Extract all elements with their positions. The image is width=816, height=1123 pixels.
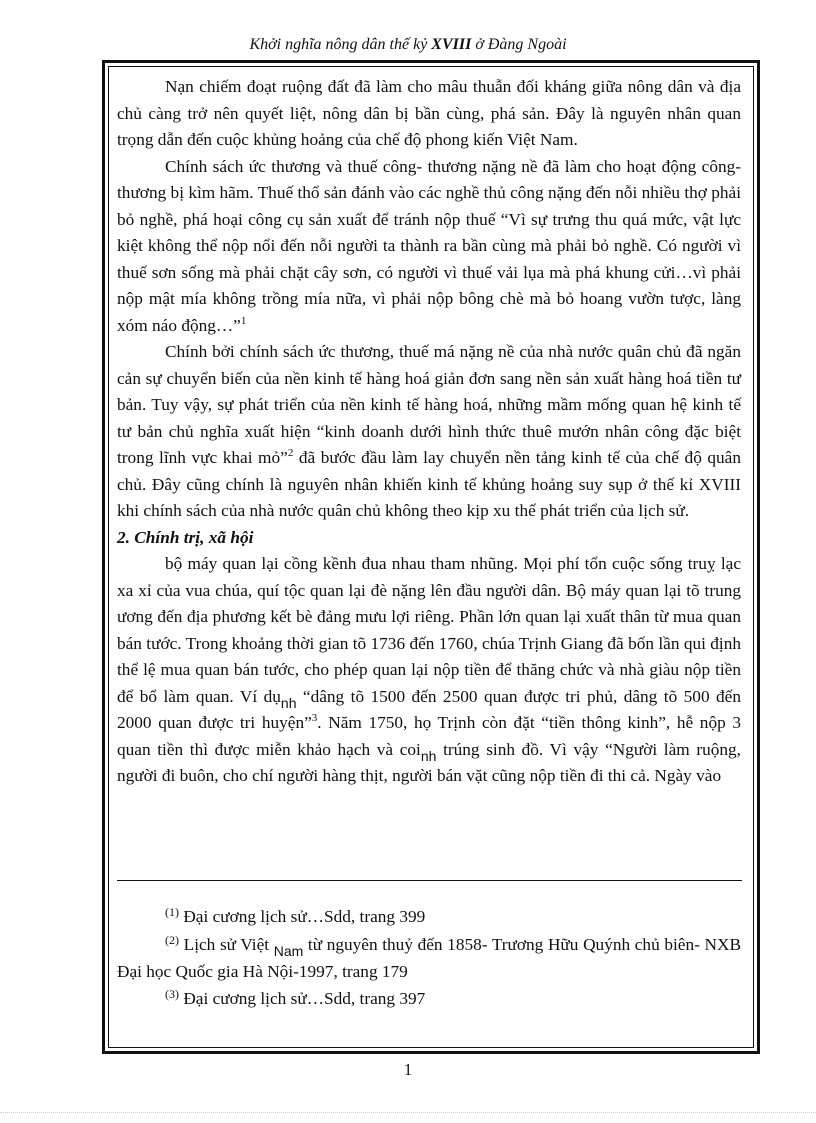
stray-glyph: nh [280, 694, 297, 711]
paragraph: Nạn chiếm đoạt ruộng đất đã làm cho mâu thuẫn đối kháng giữa nông dân và địa chủ càng trở nên quyết liệt, nông dân bị bần cùng, phá sản. Đây là nguyên nhân quan trọng dẫn đến cuộc khủng hoảng của chế độ phong kiến Việt Nam. [117, 77, 741, 149]
section-heading: 2. Chính trị, xã hội [117, 527, 254, 547]
footnote-ref: 3 [311, 712, 318, 725]
stray-glyph: Nam [273, 942, 304, 959]
footnote: $^{(3)}$ Đại cương lịch sử…Sdd, trang 397 [165, 986, 426, 1008]
footnote-ref: 1 [240, 314, 247, 327]
page-header [0, 36, 816, 54]
paragraph: Chính bởi chính sách ức thương, thuế má nặng nề của nhà nước quân chủ đã ngăn cản sự chuyển biến của nền kinh tế hàng hoá giản đơn sang nền sản xuất hàng hoá tiền tư bản. Tuy vậy, sự phát triển của nền kinh tế hàng hoá, những mầm mống quan hệ kinh tế tư bản chủ nghĩa xuất hiện “kinh doanh dưới hình thức thuê mướn nhân công đặc biệt trong lĩnh vực khai mỏ”$^2$ đã bước đầu làm lay chuyển nền tảng kinh tế của chế độ quân chủ. Đây cũng chính là nguyên nhân khiến kinh tế khủng hoảng suy sụp ở thế kỉ XVIII khi chính sách của nhà nước quân chủ không theo kịp xu thế phát triển của lịch sử. [117, 342, 741, 520]
page-edge [0, 1112, 816, 1113]
paragraph: Chính sách ức thương và thuế công- thương nặng nề đã làm cho hoạt động công- thương bị kìm hãm. Thuế thổ sản đánh vào các nghề thủ công nặng đến nỗi nhiều thợ phải bỏ nghề, phá hoại công cụ sản xuất để tránh nộp thuế “Vì sự trưng thu quá mức, vật lực kiệt không thể nộp nổi đến nỗi người ta thành ra bần cùng mà phải bỏ nghề. Có người vì thuế sơn sống mà phải chặt cây sơn, có người vì thuế vải lụa mà phá khung cửi…vì phải nộp mật mía không trồng mía nữa, vì phải nộp bông chè mà bỏ hoang vườn tược, làng xóm náo động…”$^1$ [117, 156, 741, 335]
document-body [117, 74, 741, 790]
stray-glyph: nh [420, 747, 437, 764]
footnote-separator [117, 880, 742, 881]
paragraph: bộ máy quan lại cồng kềnh đua nhau tham nhũng. Mọi phí tổn cuộc sống truỵ lạc xa xỉ của vua chúa, quí tộc quan lại đè nặng lên đầu người dân. Bộ máy quan lại tõ trung ương đến địa phương kết bè đảng mưu lợi riêng. Phần lớn quan lại xuất thân từ mua quan bán tước. Trong khoảng thời gian tõ 1736 đến 1760, chúa Trịnh Giang đã bốn lần qui định thể lệ mua quan bán tước, cho phép quan lại nộp tiền để thăng chức và nhà giàu nộp tiền để bổ làm quan. Ví dụ$_{nh}$ “dâng tõ 1500 đến 2500 quan được tri phủ, dâng tõ 500 đến 2000 quan được tri huyện”$^3$. Năm 1750, họ Trịnh còn đặt “tiền thông kinh”, hễ nộp 3 quan tiền thì được miễn khảo hạch và coi$_{nh}$ trúng sinh đồ. Vì vậy “Người làm ruộng, người đi buôn, cho chí người hàng thịt, người bán vặt cũng nộp tiền đi thi cả. Ngày vào [117, 554, 741, 785]
footnote-number: (3) [165, 986, 179, 1001]
footnote-number: (2) [165, 932, 179, 947]
footnote: $^{(2)}$ Lịch sử Việt $_{Nam}$ từ nguyên thuỷ đến 1858- Trương Hữu Quýnh chủ biên- NXB Đại học Quốc gia Hà Nội-1997, trang 179 [117, 932, 741, 981]
footnote-number: (1) [165, 905, 179, 919]
footnotes [117, 904, 741, 1013]
footnote: $^{(1)}$ Đại cương lịch sử…Sdd, trang 399 [165, 905, 426, 926]
header-title: Khởi nghĩa nông dân thế kỷ [249, 36, 432, 53]
header-title-end: ở Đàng Ngoài [471, 36, 567, 53]
header-title-emphasis: XVIII [431, 36, 472, 53]
footnote-ref: 2 [287, 447, 294, 460]
page-number: 1 [403, 1060, 413, 1079]
